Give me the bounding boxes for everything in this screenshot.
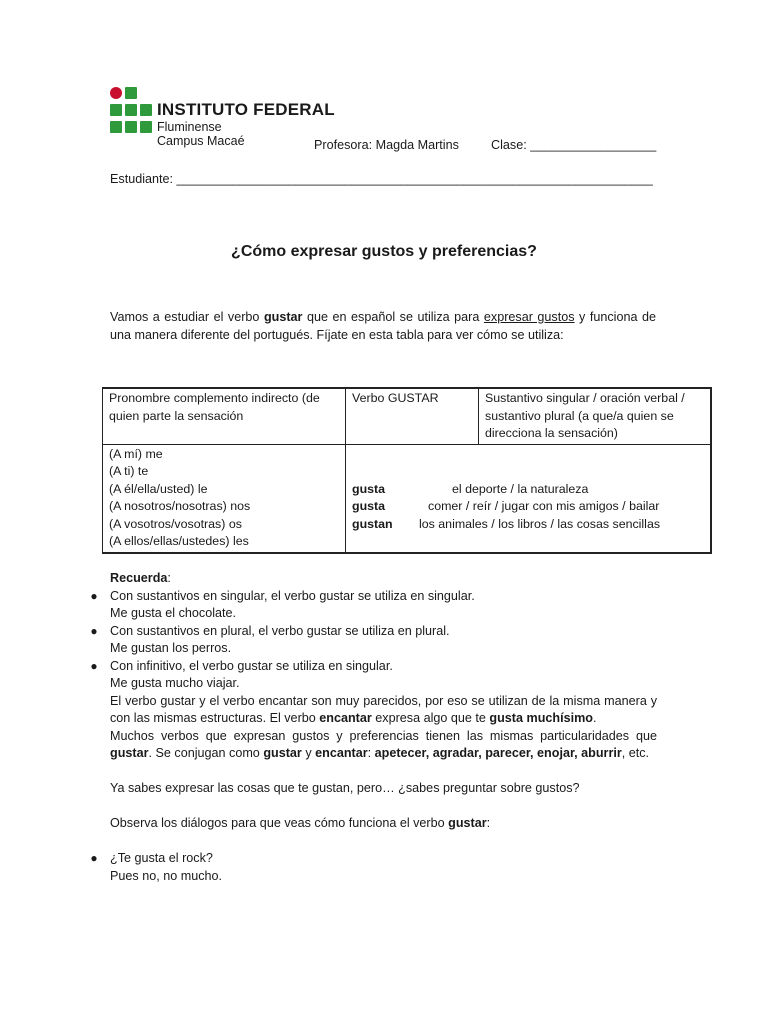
verb-complement: el deporte / la naturaleza (452, 481, 589, 496)
observe-dialogs-paragraph: Observa los diálogos para que veas cómo funciona el verbo gustar: (110, 816, 491, 830)
institute-logo-text (157, 100, 335, 148)
logo-title: INSTITUTO FEDERAL (157, 100, 335, 119)
rule-text: Con sustantivos en plural, el verbo gustar se utiliza en plural. (110, 623, 450, 638)
logo-square-icon (125, 121, 137, 133)
list-item (87, 588, 657, 623)
pronoun-cell (103, 444, 346, 553)
institute-logo-mark (110, 87, 152, 135)
encantar-paragraph: El verbo gustar y el verbo encantar son muy parecidos, por eso se utilizan de la misma manera y con las mismas estructuras. El verbo encantar expresa algo que te gusta muchísimo. (110, 693, 657, 725)
pronoun-item: (A mí) me (109, 446, 163, 461)
verb-row (352, 481, 704, 499)
ask-about-tastes-paragraph: Ya sabes expresar las cosas que te gustan, pero… ¿sabes preguntar sobre gustos? (110, 781, 580, 795)
verb-form: gusta (352, 481, 386, 496)
verb-complement: los animales / los libros / las cosas sencillas (419, 516, 661, 531)
list-item (87, 623, 657, 658)
logo-square-icon (140, 104, 152, 116)
logo-subtitle-2: Campus Macaé (157, 134, 245, 148)
bullet-icon: ● (90, 623, 98, 638)
similar-verbs-paragraph: Muchos verbos que expresan gustos y preferencias tienen las mismas particularidades que gustar. Se conjugan como gustar y encantar: apetecer, agradar, parecer, enojar, aburrir, etc. (110, 728, 657, 760)
example-text: Me gusta mucho viajar. (110, 676, 240, 690)
student-field[interactable]: Estudiante: ____________________________________________________________________ (110, 172, 653, 186)
list-item (87, 658, 657, 693)
verb-form: gustan (352, 516, 393, 531)
table-header-cell: Pronombre complemento indirecto (de quien parte la sensación (103, 388, 346, 444)
example-text: Me gustan los perros. (110, 641, 232, 655)
pronoun-item: (A ellos/ellas/ustedes) les (109, 534, 249, 548)
pronoun-item: (A vosotros/vosotras) os (109, 516, 242, 531)
page-title: ¿Cómo expresar gustos y preferencias? (231, 243, 537, 260)
table-row (103, 444, 712, 553)
dialog-answer: Pues no, no mucho. (110, 868, 223, 883)
verb-row (352, 498, 704, 516)
logo-square-icon (125, 104, 137, 116)
table-header-cell: Sustantivo singular / oración verbal / sustantivo plural (a que/a quien se direcciona la sensación) (479, 388, 712, 444)
logo-square-icon (125, 87, 137, 99)
intro-paragraph: Vamos a estudiar el verbo gustar que en español se utiliza para expresar gustos y funciona de una manera diferente del portugués. Fíjate en esta tabla para ver cómo se utiliza: (110, 310, 656, 342)
table-header-cell: Verbo GUSTAR (346, 388, 479, 444)
logo-subtitle-1: Fluminense (157, 120, 222, 134)
verb-row (352, 516, 704, 534)
class-field[interactable]: Clase: __________________ (491, 138, 657, 152)
logo-square-icon (110, 121, 122, 133)
verb-complement: comer / reír / jugar con mis amigos / bailar (428, 499, 660, 513)
logo-square-icon (140, 121, 152, 133)
dialog-item (87, 850, 657, 885)
logo-square-icon (110, 104, 122, 116)
logo-red-dot-icon (110, 87, 122, 99)
recuerda-heading: Recuerda: (110, 571, 171, 585)
recuerda-section (87, 570, 657, 885)
gustar-conjugation-table (102, 387, 712, 554)
rule-text: Con infinitivo, el verbo gustar se utiliza en singular. (110, 658, 393, 673)
verb-complement-cell (346, 444, 712, 553)
bullet-icon: ● (90, 658, 98, 673)
rule-text: Con sustantivos en singular, el verbo gustar se utiliza en singular. (110, 588, 475, 603)
bullet-icon: ● (90, 851, 98, 865)
example-text: Me gusta el chocolate. (110, 606, 237, 620)
teacher-label: Profesora: Magda Martins (314, 138, 459, 152)
verb-form: gusta (352, 499, 386, 513)
pronoun-item: (A nosotros/nosotras) nos (109, 499, 251, 513)
table-header-row (103, 388, 712, 444)
dialog-question: ¿Te gusta el rock? (110, 851, 213, 865)
pronoun-item: (A ti) te (109, 464, 149, 478)
pronoun-item: (A él/ella/usted) le (109, 481, 208, 496)
bullet-icon: ● (90, 588, 98, 603)
